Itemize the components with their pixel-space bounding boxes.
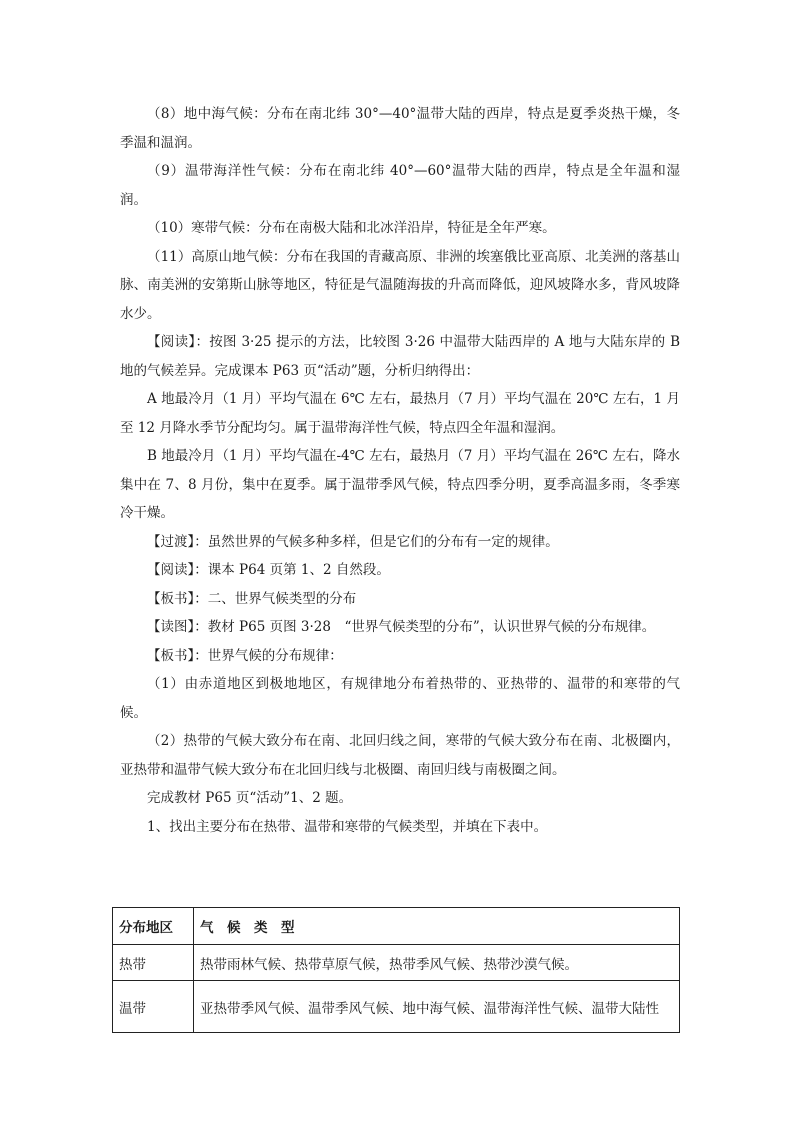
paragraph-mediterranean-climate: （8）地中海气候：分布在南北纬 30°—40°温带大陆的西岸，特点是夏季炎热干燥，冬季温和温润。 — [120, 106, 680, 151]
table-header-climate-type: 气 候 类 型 — [194, 908, 680, 945]
paragraph-read-map: 【读图】：教材 P65 页图 3·28 “世界气候类型的分布”，认识世界气候的分布规律。 — [147, 619, 656, 635]
document-body — [120, 100, 680, 841]
paragraph-temperate-marine-climate: （9）温带海洋性气候：分布在南北纬 40°—60°温带大陆的西岸，特点是全年温和湿润。 — [120, 163, 680, 208]
paragraph-rule-2: （2）热带的气候大致分布在南、北回归线之间，寒带的气候大致分布在南、北极圈内，亚热带和温带气候大致分布在北回归线与北极圈、南回归线与南极圈之间。 — [120, 733, 680, 778]
paragraph-reading-textbook: 【阅读】：课本 P64 页第 1、2 自然段。 — [147, 562, 390, 578]
paragraph-rule-1: （1）由赤道地区到极地地区，有规律地分布着热带的、亚热带的、温带的和寒带的气候。 — [120, 676, 680, 721]
paragraph-location-a: A 地最冷月（1 月）平均气温在 6℃ 左右，最热月（7 月）平均气温在 20℃ 左右，1 月至 12 月降水季节分配均匀。属于温带海洋性气候，特点四全年温和湿润。 — [120, 391, 680, 436]
table-header-row — [113, 908, 680, 945]
table-row — [113, 945, 680, 981]
table-cell-region: 温带 — [113, 981, 194, 1033]
paragraph-activity: 完成教材 P65 页“活动”1、2 题。 — [147, 790, 353, 806]
paragraph-task-1: 1、找出主要分布在热带、温带和寒带的气候类型，并填在下表中。 — [147, 818, 548, 835]
table-cell-climates: 亚热带季风气候、温带季风气候、地中海气候、温带海洋性气候、温带大陆性 — [194, 981, 680, 1033]
paragraph-board-heading: 【板书】：二、世界气候类型的分布 — [147, 590, 357, 607]
paragraph-transition: 【过渡】：虽然世界的气候多种多样，但是它们的分布有一定的规律。 — [147, 533, 559, 550]
paragraph-reading-compare: 【阅读】：按图 3·25 提示的方法，比较图 3·26 中温带大陆西岸的 A 地与大陆东岸的 B 地的气候差异。完成课本 P63 页“活动”题，分析归纳得出： — [120, 334, 680, 379]
climate-distribution-table — [112, 907, 680, 1033]
paragraph-board-rules: 【板书】：世界气候的分布规律： — [147, 647, 343, 664]
table-cell-region: 热带 — [113, 945, 194, 981]
table-header-region: 分布地区 — [113, 908, 194, 945]
table-row — [113, 981, 680, 1033]
paragraph-location-b: B 地最冷月（1 月）平均气温在-4℃ 左右，最热月（7 月）平均气温在 26℃ 左右，降水集中在 7、8 月份，集中在夏季。属于温带季风气候，特点四季分明，夏季高温多雨，冬季寒冷干燥。 — [120, 448, 680, 521]
paragraph-highland-climate: （11）高原山地气候：分布在我国的青藏高原、非洲的埃塞俄比亚高原、北美洲的落基山脉、南美洲的安第斯山脉等地区，特征是气温随海拔的升高而降低，迎风坡降水多，背风坡降水少。 — [120, 248, 680, 322]
paragraph-polar-climate: （10）寒带气候：分布在南极大陆和北冰洋沿岸，特征是全年严寒。 — [147, 220, 556, 236]
table-cell-climates: 热带雨林气候、热带草原气候，热带季风气候、热带沙漠气候。 — [194, 945, 680, 981]
